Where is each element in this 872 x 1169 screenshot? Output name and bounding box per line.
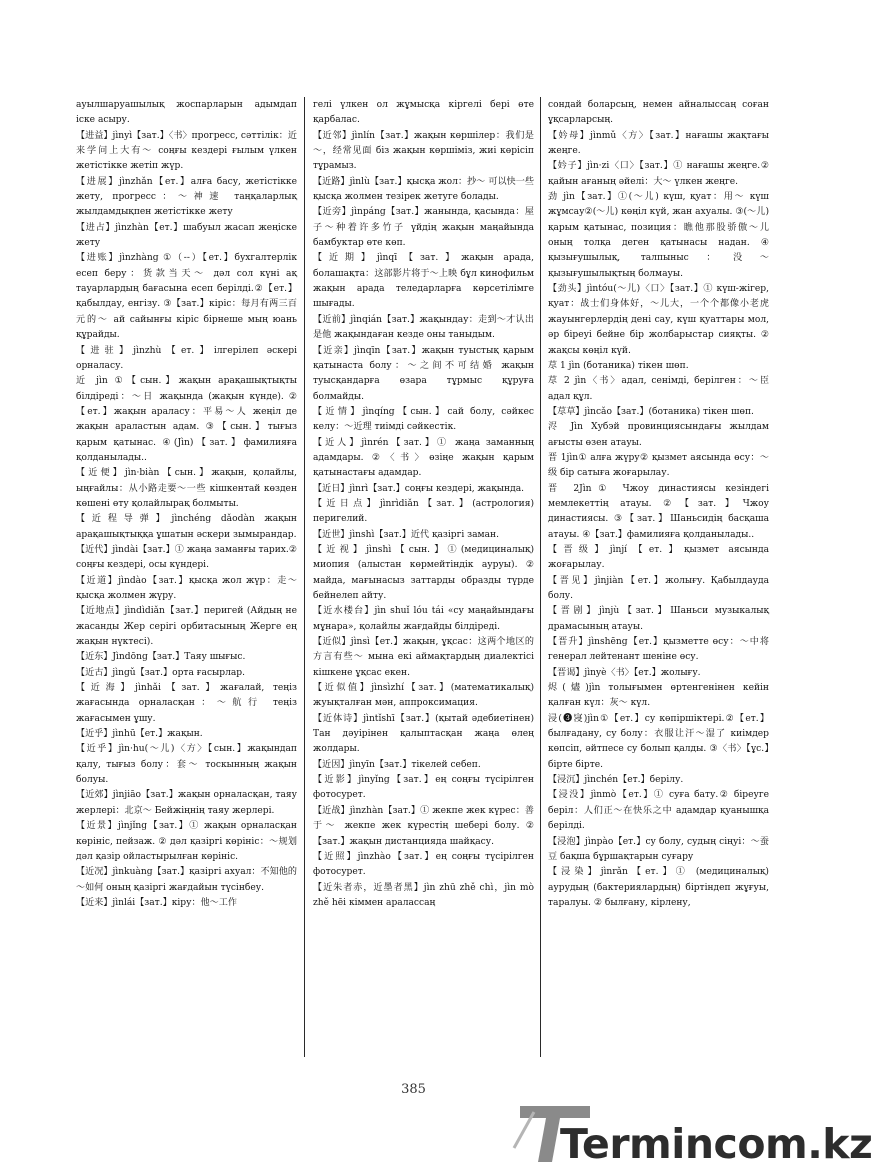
dictionary-entry: 【近人】jìnrén【зат.】① жаңа заманның адамдары. ②〈书〉өзіңе жақын қарым қатынастағы адамдар. <box>313 437 534 479</box>
dictionary-entry: 【近道】jìndào【зат.】қысқа жол жүр：走～ қысқа жолмен жүру. <box>76 575 297 601</box>
page-number: 385 <box>401 1082 426 1097</box>
dictionary-entry: 【近朱者赤，近墨者黑】jìn zhū zhě chì，jìn mò zhě hēi кіммен аралассаң <box>313 882 534 908</box>
dictionary-entry: 【近水楼台】jìn shuǐ lóu tái «су маңайындағы мұнара», қолайлы жағдайды білдіреді. <box>313 606 534 632</box>
dictionary-entry: 荩 1 jìn (ботаника) тікен шөп. <box>548 360 689 371</box>
dictionary-entry: 【晋剧】jìnjù【зат.】Шаньси музыкалық драмасының атауы. <box>548 606 769 632</box>
dictionary-entry: 烬(燼)jìn толығымен өртенгенінен кейін қалған күл：灰～ күл. <box>548 683 769 709</box>
dictionary-entry: 【近来】jìnlái【зат.】кіру：他～工作 <box>76 897 237 908</box>
dictionary-entry: 【晋升】jìnshēng【ет.】қызметте өсу：～中将 генерал лейтенант шеніне өсу. <box>548 637 769 663</box>
dictionary-entry: 劲 jìn【зат.】①(～儿) күш, қуат：用～ күш жұмсау②(～儿) көңіл күй, жан ахуалы. ③(～儿) қарым қатынас, позиция：瞧他那股骄傲～儿 оның толқа деген қатынасы надан. ④ қызығушылық, талпыныс：没～ қызығушылықтың болмауы. <box>548 192 769 279</box>
dictionary-entry: 【近程导弹】jìnchéng dǎodàn жақын арақашықтыққа ұшатын әскери зымырандар. <box>76 514 297 540</box>
dictionary-entry: 【进展】jìnzhǎn【ет.】алға басу, жетістікке жету, прогресс：～神速 таңқаларлық жылдамдықпен жетістікке жету <box>76 176 297 218</box>
column-divider <box>540 97 541 1057</box>
dictionary-entry: 【近况】jìnkuàng【зат.】қазіргі ахуал：不知他的～如何 оның қазіргі жағдайын түсінбеу. <box>76 867 297 893</box>
dictionary-entry: 【近便】jìn·biàn【сын.】жақын, қолайлы, ыңғайлы：从小路走要～一些 кішкентай көзден көшені өту қолайлырақ болмыты. <box>76 468 297 509</box>
dictionary-entry: 【近日点】jìnrìdiǎn【зат.】(астрология) перигелий. <box>313 498 534 525</box>
dictionary-entry: сондай боларсың, немен айналыссаң соған ұқсарларсың. <box>548 100 769 126</box>
dictionary-entry: 【近亲】jìnqīn【зат.】жақын туыстық қарым қатынаста болу：～之间不可结婚 жақын туысқандарға өзара тұрмыс құруға болмайды. <box>313 345 534 402</box>
dictionary-entry: 【荩草】jìncǎo【зат.】(ботаника) тікен шөп. <box>548 406 754 417</box>
dictionary-entry: 【近乎】jìn·hu(～儿)〈方〉【сын.】жақындап қалу, тығыз болу：套～ тоскынның жақын болуы. <box>76 744 297 786</box>
dictionary-entry: 【近邻】jìnlín【зат.】жақын көршілер：我们是～，经常见面 біз жақын көршіміз, жиі көрісіп тұрамыз. <box>313 130 534 172</box>
dictionary-entry: 【近似值】jìnsìzhí【зат.】(математикалық) жуықталған мән, аппроксимация. <box>313 683 534 709</box>
dictionary-entry: 【妗子】jìn·zi〈口〉【зат.】① нағашы жеңге.② қайын ағаның әйелі：大～ үлкен жеңге. <box>548 161 769 187</box>
dictionary-entry: 【近郊】jìnjiāo【зат.】жақын орналасқан, таяу жерлері：北京～ Бейжіңнің таяу жерлері. <box>76 790 297 816</box>
dictionary-entry: 【近东】Jìndōng【зат.】Таяу шығыс. <box>76 652 246 663</box>
dictionary-entry: 【进驻】jìnzhù【ет.】ілгерілеп әскері орналасу. <box>76 345 297 371</box>
dictionary-entry: 【近体诗】jìntǐshī【зат.】(қытай әдебиетінен) Тан дәуірінен қалыптасқан жаңа өлең жолдары. <box>313 713 534 755</box>
dictionary-entry: 【浸沉】jìnchén【ет.】берілу. <box>548 775 684 786</box>
dictionary-entry: 【浸染】jìnrǎn【ет.】① (медициналық) аурудың (бактериялардың) біртіндеп жұғуы, таралуы. ② былғану, кірлену, <box>548 867 769 908</box>
dictionary-entry: 【近世】jìnshì【зат.】近代 қазіргі заман. <box>313 529 499 540</box>
dictionary-entry: 近 jìn ①【сын.】жақын арақашықтықты білдіреді：～日 жақында (жақын күнде). ②【ет.】жақын араласу：平易～人 жеңіл де жақын араластын адам. ③【сын.】тығыз қарым қатынас. ④(Jìn)【зат.】фамилияға қолданылады.. <box>76 376 297 463</box>
dictionary-entry: 浸(❸寖)jìn①【ет.】су көпіршіктері.②【ет.】былғадану, су болу：衣服让汗～湿了 киімдер көпсіп, әйтпесе су болып қалды. ③〈书〉【ұс.】біртe біртe. <box>548 713 769 770</box>
dictionary-entry: 【进账】jìnzhàng ①（--）【ет.】бухгалтерлік есеп беру：货款当天～ дәл сол күні ақ тауарлардың бағасына есеп берілді.②【ет.】қабылдау, енгізу. ③【зат.】кіріс：每月有两三百元的～ ай сайынғы кіріс бірнеше мың юань құрайды. <box>76 253 297 341</box>
dictionary-entry: 【近视】jìnshì【сын.】①(медициналық) миопия (алыстан көрмейтіндік ауруы). ② майда, мағынасыз заттарды образды түрде бейнелеп айту. <box>313 544 534 601</box>
dictionary-entry: 【近因】jìnyīn【зат.】тікелей себеп. <box>313 759 481 770</box>
dictionary-entry: 【浸泡】jìnpào【ет.】су болу, судың сіңуі：～蚕豆 бақша бұршақтарын суғару <box>548 836 769 862</box>
column-right <box>548 98 769 1058</box>
dictionary-entry: ауылшаруашылық жоспарларын адымдап іске асыру. <box>76 100 297 126</box>
dictionary-entry: 【近路】jìnlù【зат.】қысқа жол：抄～ 可以快一些 қысқа жолмен тезірек жетуге болады. <box>313 176 534 203</box>
column-divider <box>304 97 305 1057</box>
dictionary-entry: 【近海】jìnhǎi【зат.】жағалай, теңіз жағасында орналасқан：～航行 теңіз жағасымен ұшу. <box>76 683 297 724</box>
dictionary-entry: 【近代】jìndài【зат.】① жаңа заманғы тарих.② соңғы кездері, осы күндері. <box>76 544 297 571</box>
dictionary-entry: 【近似】jìnsì【ет.】жақын, ұқсас：这两个地区的方言有些～ мына екі аймақтардың диалектісі кішкене ұқсас екен. <box>313 637 534 678</box>
watermark-logo-text: Termincom.kz <box>560 1120 872 1168</box>
dictionary-entry: 荩 2 jìn〈书〉адал, сенімді, берілген：～臣 адал құл. <box>548 376 769 402</box>
dictionary-entry: 【近旁】jìnpáng【зат.】жанында, қасында：屋子～种着许多竹子 үйдің жақын маңайында бамбуктар өте көп. <box>313 207 534 249</box>
dictionary-entry: 【妗母】jìnmǔ〈方〉【зат.】нағашы жақтағы жеңге. <box>548 130 769 157</box>
dictionary-entry: 【晋谒】jìnyè〈书〉【ет.】жолығу. <box>548 667 701 678</box>
dictionary-entry: 【近情】jìnqíng【сын.】сай болу, сәйкес келу：～近理 тиімді сәйкестік. <box>313 406 534 433</box>
dictionary-entry: 【近古】jìngǔ【зат.】орта ғасырлар. <box>76 667 246 678</box>
column-middle <box>313 98 534 1058</box>
dictionary-entry: 【浸没】jìnmò【ет.】① суға бату.② біреуге беріл：人们正～在快乐之中 адамдар қуанышқа берілді. <box>548 790 769 832</box>
dictionary-entry: 【近战】jìnzhàn【зат.】① жекпе жек күрес：善于～ жекпе жек күрестің шебері болу. ②【зат.】жақын дистанцияда шайқасу. <box>313 805 534 847</box>
dictionary-entry: 【进占】jìnzhàn【ет.】шабуыл жасап жеңіске жету <box>76 222 297 249</box>
dictionary-entry: 【近期】jìnqī【зат.】жақын арада, болашақта：这部影片将于～上映 бұл кинофильм жақын арада теледарларға көрсетілімге шығады. <box>313 253 534 310</box>
dictionary-entry: 【近影】jìnyǐng【зат.】ең соңғы түсірілген фотосурет. <box>313 775 534 801</box>
dictionary-entry: 【近照】jìnzhào【зат.】ең соңғы түсірілген фотосурет. <box>313 851 534 878</box>
dictionary-entry: 【近地点】jìndìdiǎn【зат.】перигей (Айдың не жасанды Жер серігі орбитасының Жерге ең жақын нүктесі). <box>76 606 297 648</box>
dictionary-entry: 晋 1jìn① алға жүру② қызмет аясында өсу：～级 бір сатыға жоғарылау. <box>548 452 769 479</box>
dictionary-entry: 【近乎】jìnhū【ет.】жақын. <box>76 729 203 740</box>
dictionary-entry: 浕 Jìn Хубэй провинциясындағы жылдам ағысты өзен атауы. <box>548 422 769 448</box>
dictionary-entry: гелі үлкен ол жұмысқа кіргелі бері өте қарбалас. <box>313 100 534 126</box>
dictionary-entry: 【晋级】jìnjí【ет.】қызмет аясында жоғарылау. <box>548 544 769 571</box>
dictionary-entry: 【近日】jìnrì【зат.】соңғы кездері, жақында. <box>313 483 525 494</box>
dictionary-entry: 【近景】jìnjǐng【зат.】① жақын орналасқан көрініс, пейзаж. ② дәл қазіргі көрініс：～规划 дәл қазір ойластырылған көрініс. <box>76 821 297 862</box>
dictionary-entry: 【劲头】jìntóu(～儿)〈口〉【зат.】① күш-жігер, қуат：战士们身体好，～儿大，一个个都像小老虎 жауынгерлердің дені сау, күш қуаттары мол, әр біреуі бейне бір жолбарыстар сияқты. ② жақсы көңіл күй. <box>548 284 769 356</box>
column-left <box>76 98 297 1058</box>
dictionary-entry: 晋 2Jìn① Чжоу династиясы кезіндегі мемлекеттің атауы. ②【зат.】Чжоу династиясы. ③【зат.】Шаньсидің басқаша атауы. ④【зат.】фамилияға қолданылады.. <box>548 483 769 540</box>
dictionary-entry: 【晋见】jìnjiàn【ет.】жолығу. Қабылдауда болу. <box>548 575 769 601</box>
dictionary-entry: 【进益】jìnyì【зат.】〈书〉прогресс, сәттілік：近来学问上大有～ соңғы кездері ғылым үлкен жетістікке жетіп жүр. <box>76 130 297 172</box>
dictionary-entry: 【近前】jìnqián【зат.】жақындау：走到～才认出是他 жақындаған кезде оны таныдым. <box>313 314 534 341</box>
